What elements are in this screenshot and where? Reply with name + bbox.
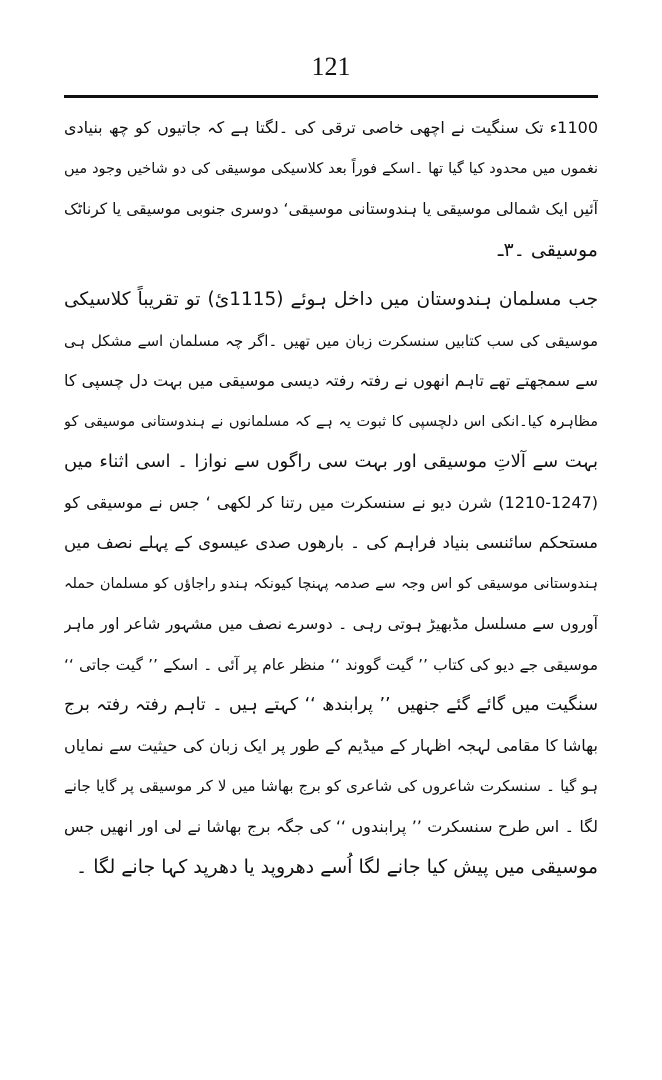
- text-line: بہت سے آلاتِ موسیقی اور بہت سی راگوں سے نوازا ۔ اسی اثناء میں: [64, 451, 598, 472]
- page-number: 121: [311, 52, 351, 81]
- text-line: (1210-1247) شرن دیو نے سنسکرت میں رتنا کر لکھی ‘ جس نے موسیقی کو: [64, 492, 598, 512]
- paragraph-1: [64, 108, 598, 270]
- text-line: جب مسلمان ہندوستان میں داخل ہوئے (1115ئ) تو تقریباً کلاسیکی: [64, 289, 598, 310]
- text-line: سے سمجھتے تھے تاہم انھوں نے رفتہ رفتہ دیسی موسیقی میں بہت دل چسپی کا: [64, 371, 598, 390]
- text-line: آئیں ایک شمالی موسیقی یا ہندوستانی موسیقی‘ دوسری جنوبی موسیقی یا کرناٹک: [64, 200, 598, 218]
- text-line: سنگیت میں گائے گئے جنھیں ’’ پرابندھ ‘‘ کہتے ہیں ۔ تاہم رفتہ رفتہ برج: [64, 695, 598, 715]
- text-line: مستحکم سائنسی بنیاد فراہم کی ۔ بارھوں صدی عیسوی کے پہلے نصف میں: [64, 533, 598, 552]
- text-line: موسیقی جے دیو کی کتاب ’’ گیت گووند ‘‘ منظر عام پر آئی ۔ اسکے ’’ گیت جاتی ‘‘: [64, 655, 598, 674]
- text-line: مظاہرہ کیا۔انکی اس دلچسپی کا ثبوت یہ ہے کہ مسلمانوں نے ہندوستانی موسیقی کو: [64, 413, 598, 430]
- text-line: ہندوستانی موسیقی کو اس وجہ سے صدمہ پہنچا کیونکہ ہندو راجاؤں کو مسلمان حملہ: [64, 575, 598, 592]
- text-line: آوروں سے مسلسل مڈبھیڑ ہوتی رہی ۔ دوسرے نصف میں مشہور شاعر اور ماہر: [64, 615, 598, 633]
- text-line: لگا ۔ اس طرح سنسکرت ’’ پرابندوں ‘‘ کی جگہ برج بھاشا نے لی اور انھیں جس: [64, 816, 598, 836]
- text-line: موسیقی ۔۳ـ: [497, 238, 598, 261]
- text-line: 1100ء تک سنگیت نے اچھی خاصی ترقی کی ۔لگتا ہے کہ جاتیوں کو چھ بنیادی: [64, 118, 598, 137]
- paragraph-2: [64, 280, 598, 888]
- text-line: نغموں میں محدود کیا گیا تھا ۔اسکے فوراً بعد کلاسیکی موسیقی کی دو شاخیں وجود میں: [64, 160, 598, 177]
- text-line: موسیقی میں پیش کیا جانے لگا اُسے دھروپد یا دھرپد کہا جانے لگا ۔: [76, 856, 598, 878]
- header-rule: [64, 95, 598, 98]
- text-line: بھاشا کا مقامی لہجہ اظہار کے میڈیم کے طور پر ایک زبان کی حیثیت سے نمایاں: [64, 735, 598, 755]
- text-line: موسیقی کی سب کتابیں سنسکرت زبان میں تھیں ۔اگر چہ مسلمان اسے مشکل ہی: [64, 331, 598, 350]
- body-text: [64, 108, 598, 888]
- text-line: ہو گیا ۔ سنسکرت شاعروں کی شاعری کو برج بھاشا میں لا کر موسیقی پر گایا جانے: [64, 777, 598, 795]
